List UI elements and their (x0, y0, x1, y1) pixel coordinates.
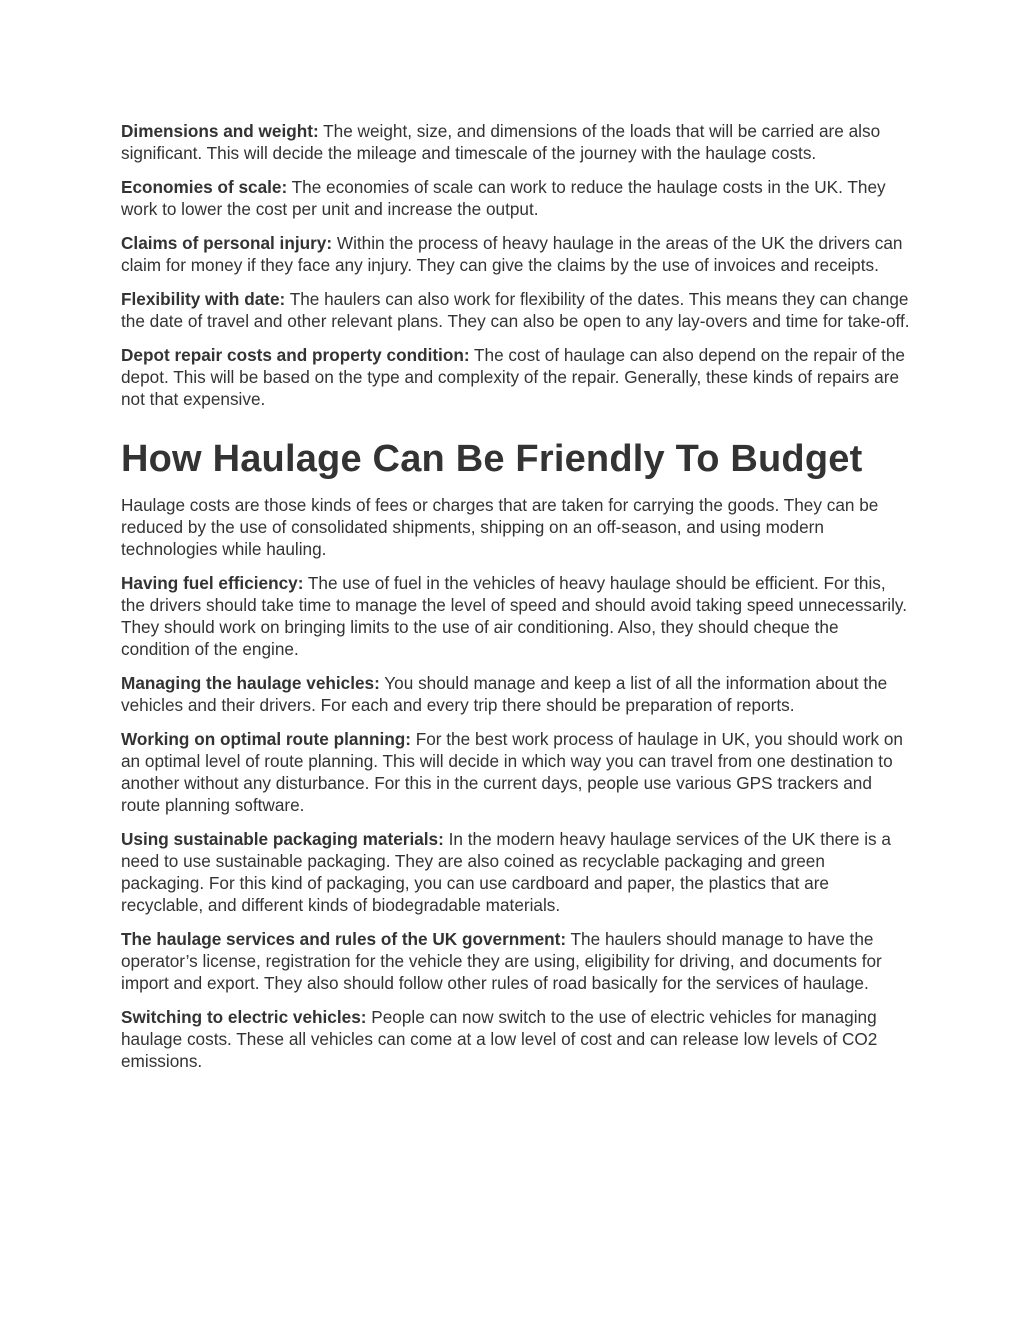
paragraph-depot-repair-costs (121, 344, 911, 410)
paragraph-economies-of-scale (121, 176, 911, 220)
paragraph-text: Within the process of heavy haulage in the areas of the UK the drivers can claim for money if they face any injury. They can give the claims by the use of invoices and receipts. (121, 233, 903, 275)
paragraph-optimal-route-planning (121, 728, 911, 816)
paragraph-managing-haulage-vehicles (121, 672, 911, 716)
term-label: Dimensions and weight: (121, 121, 319, 141)
paragraph-text: In the modern heavy haulage services of the UK there is a need to use sustainable packaging. They are also coined as recyclable packaging and green packaging. For this kind of packaging, you can use cardboard and paper, the plastics that are recyclable, and different kinds of biodegradable materials. (121, 829, 891, 915)
paragraph-text: For the best work process of haulage in UK, you should work on an optimal level of route planning. This will decide in which way you can travel from one destination to another without any disturbance. For this in the current days, people use various GPS trackers and route planning software. (121, 729, 903, 815)
term-label: Switching to electric vehicles: (121, 1007, 367, 1027)
term-label: Having fuel efficiency: (121, 573, 304, 593)
section-intro-paragraph: Haulage costs are those kinds of fees or charges that are taken for carrying the goods. They can be reduced by the use of consolidated shipments, shipping on an off-season, and using modern technologies while hauling. (121, 495, 879, 559)
paragraph-text: The cost of haulage can also depend on the repair of the depot. This will be based on the type and complexity of the repair. Generally, these kinds of repairs are not that expensive. (121, 345, 905, 409)
term-label: Working on optimal route planning: (121, 729, 411, 749)
paragraph-text: The haulers can also work for flexibility of the dates. This means they can change the date of travel and other relevant plans. They can also be open to any lay-overs and time for take-off. (121, 289, 910, 331)
term-label: Depot repair costs and property condition: (121, 345, 470, 365)
paragraph-sustainable-packaging (121, 828, 911, 916)
term-label: Flexibility with date: (121, 289, 286, 309)
paragraph-text: The use of fuel in the vehicles of heavy haulage should be efficient. For this, the drivers should take time to manage the level of speed and should avoid taking speed unnecessarily. They should work on bringing limits to the use of air conditioning. Also, they should cheque the condition of the engine. (121, 573, 908, 659)
paragraph-text: People can now switch to the use of electric vehicles for managing haulage costs. These all vehicles can come at a low level of cost and can release low levels of CO2 emissions. (121, 1007, 878, 1071)
paragraph-dimensions-and-weight (121, 120, 911, 164)
term-label: Using sustainable packaging materials: (121, 829, 444, 849)
paragraph-electric-vehicles (121, 1006, 911, 1072)
paragraph-text: You should manage and keep a list of all the information about the vehicles and their drivers. For each and every trip there should be preparation of reports. (121, 673, 888, 715)
paragraph-having-fuel-efficiency (121, 572, 911, 660)
paragraph-text: The haulers should manage to have the operator’s license, registration for the vehicle they are using, eligibility for driving, and documents for import and export. They also should follow other rules of road basically for the services of haulage. (121, 929, 882, 993)
paragraph-text: The economies of scale can work to reduce the haulage costs in the UK. They work to lower the cost per unit and increase the output. (121, 177, 886, 219)
term-label: The haulage services and rules of the UK government: (121, 929, 567, 949)
section-heading: How Haulage Can Be Friendly To Budget (121, 438, 863, 480)
paragraph-flexibility-with-date (121, 288, 911, 332)
paragraph-claims-of-personal-injury (121, 232, 911, 276)
term-label: Managing the haulage vehicles: (121, 673, 380, 693)
paragraph-uk-government-rules (121, 928, 911, 994)
paragraph-text: The weight, size, and dimensions of the loads that will be carried are also significant. This will decide the mileage and timescale of the journey with the haulage costs. (121, 121, 881, 163)
term-label: Claims of personal injury: (121, 233, 333, 253)
document-page (121, 120, 911, 1084)
term-label: Economies of scale: (121, 177, 288, 197)
